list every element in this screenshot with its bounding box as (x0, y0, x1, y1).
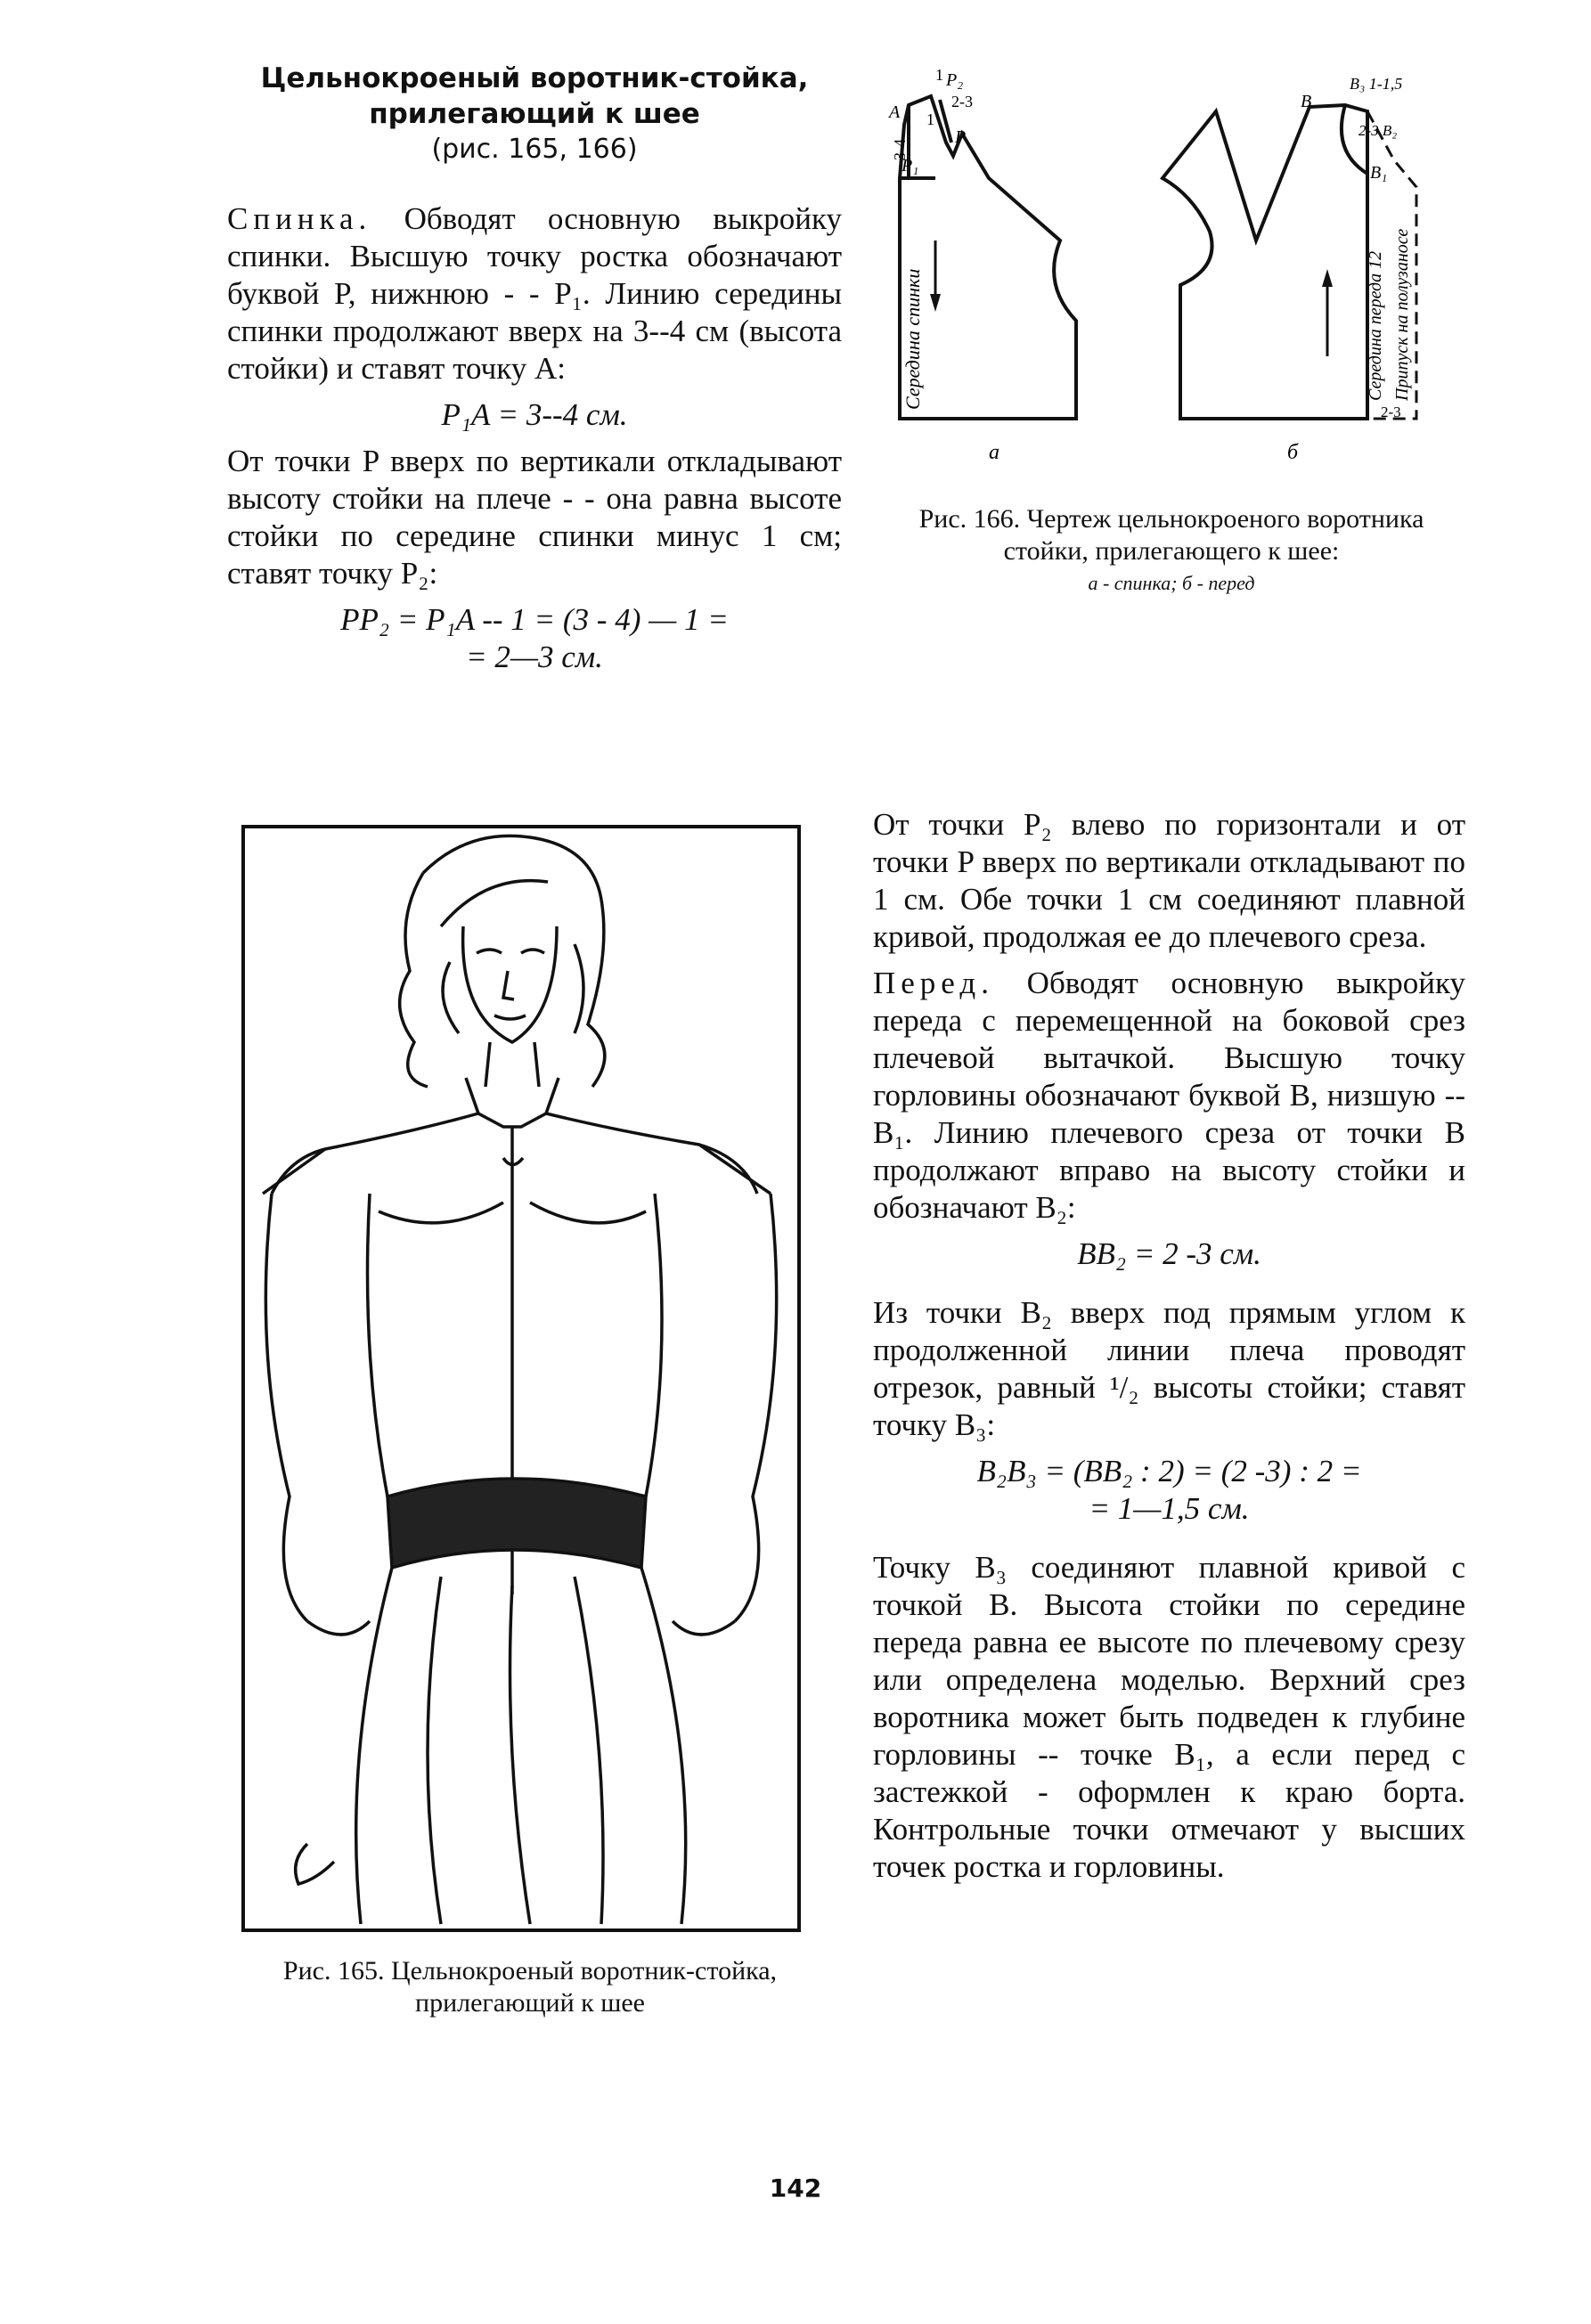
paragraph-back-curve: От точки P₂ влево по горизонтали и от точки P вверх по вертикали откладывают по 1 см. Обе точки 1 см соединяют плавной кривой, продолжая ее до плечевого среза. (873, 807, 1465, 954)
label-allowance: Припуск на полузаносе (1392, 228, 1412, 401)
label-P: P (955, 127, 967, 147)
heading-line-1: Цельнокроеный воротник-стойка, (260, 62, 809, 94)
right-column (873, 806, 1465, 1886)
label-B3: B₃ 1-1,5 (1350, 75, 1403, 93)
paragraph-back (227, 200, 842, 387)
back-pattern (900, 96, 1076, 419)
heading-line-2: прилегающий к шее (369, 98, 700, 130)
label-B: B (1301, 92, 1312, 111)
figure-166-caption (886, 503, 1456, 599)
figure-166-caption-sub: а - спинка; б - перед (1088, 572, 1255, 594)
label-1-side: 1 (926, 110, 934, 128)
paragraph-back-body: Обводят основную выкройку спинки. Высшую точку ростка обозначают буквой P, нижнюю - - P₁. Линию середины спинки продолжают вверх на 3--4 см (высота стойки) и ставят точку A: (227, 201, 843, 386)
paragraph-front-body: Обводят основную выкройку переда с перемещенной на боковой срез плечевой вытачкой. Высшую точку горловины обозначают буквой B, низшую -- B₁. Линию плечевого среза от точки B продолжают вправо на высоту стойки и обозначают B₂: (873, 966, 1465, 1225)
label-1-top: 1 (935, 66, 943, 84)
label-front-center: Середина переда 12 (1366, 250, 1385, 401)
figure-165-caption-text: Рис. 165. Цельнокроеный воротник-стойка, прилегающий к шее (282, 1956, 778, 2018)
illustration-frame (243, 827, 799, 1930)
paragraph-front-lead: Перед. (873, 966, 994, 1000)
formula-pp2-line1: PP₂ = P₁A -- 1 = (3 - 4) — 1 = (340, 602, 729, 637)
paragraph-b3: Из точки B₂ вверх под прямым углом к продолженной линии плеча проводят отрезок, равный ¹/₂ высоты стойки; ставят точку B₃: (873, 1295, 1465, 1442)
paragraph-stand-height: От точки P вверх по вертикали откладывают высоту стойки на плече - - она равна высоте стойки по середине спинки минус 1 см; ставят точку P₂: (227, 444, 842, 591)
label-3-4: 3-4 (891, 139, 909, 160)
formula-p1a: P₁A = 3--4 см. (441, 397, 628, 432)
label-2-3-front: 2-3 (1381, 404, 1401, 420)
formula-pp2-line2: = 2—3 см. (466, 640, 603, 674)
figure-165-illustration (236, 820, 806, 1937)
illustration-figure (263, 836, 777, 1924)
section-heading (227, 61, 842, 167)
label-P1: P₁ (902, 156, 919, 175)
front-grain-arrow-head (1322, 269, 1333, 287)
front-pattern (1163, 105, 1367, 419)
label-a: а (989, 441, 999, 464)
label-2-3-back: 2-3 (951, 93, 973, 110)
label-back-center: Середина спинки (902, 268, 924, 410)
label-P2: P₂ (946, 70, 964, 90)
paragraph-front (873, 965, 1465, 1227)
back-grain-arrow-head (930, 294, 941, 312)
figure-166-drawing (882, 53, 1452, 481)
label-B1: B₁ (1370, 163, 1388, 183)
label-A: A (889, 102, 901, 122)
figure-165-caption (227, 1955, 833, 2019)
figure-166-caption-text: Рис. 166. Чертеж цельнокроеного воротника стойки, прилегающего к шее: (918, 504, 1424, 566)
left-column (227, 200, 842, 685)
heading-figure-ref: (рис. 165, 166) (431, 134, 638, 165)
label-b: б (1287, 441, 1299, 464)
formula-b2b3-line1: B₂B₃ = (BB₂ : 2) = (2 -3) : 2 = (976, 1454, 1362, 1488)
formula-bb2: BB₂ = 2 -3 см. (1077, 1236, 1261, 1271)
paragraph-final: Точку B₃ соединяют плавной кривой с точкой B. Высота стойки по середине переда равна ее высоте по плечевому срезу или определена моделью. Верхний срез воротника может быть подведен к глубине горловины -- точке B₁, а если перед с застежкой - оформлен к краю борта. Контрольные точки отмечают у высших точек ростка и горловины. (873, 1550, 1465, 1884)
formula-b2b3-line2: = 1—1,5 см. (1089, 1491, 1250, 1526)
paragraph-back-lead: Спинка. (227, 201, 372, 236)
page-number: 142 (769, 2173, 822, 2203)
label-B2: 2-3 B₂ (1358, 122, 1398, 139)
